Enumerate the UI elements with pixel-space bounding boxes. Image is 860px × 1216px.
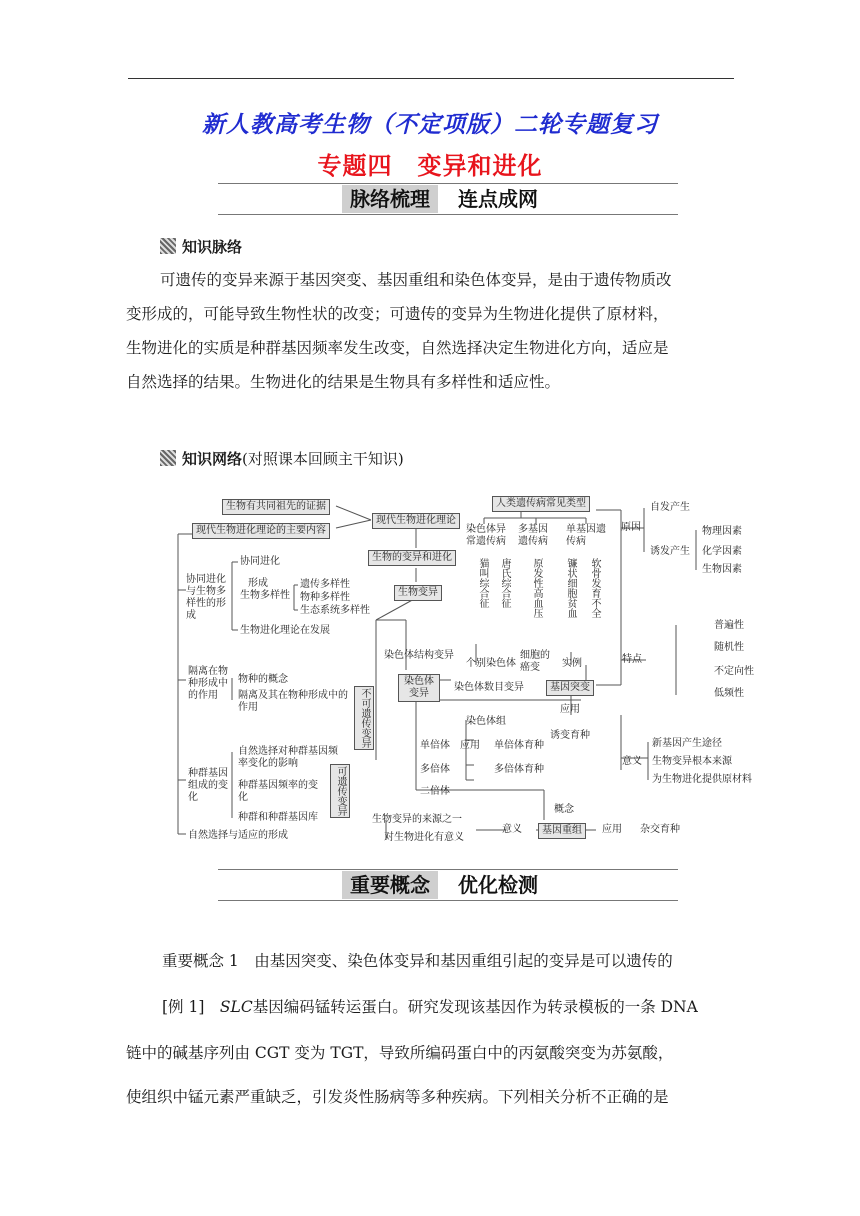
node-random: 随机性	[714, 642, 744, 653]
node-population-group: 种群基因组成的变化	[188, 768, 228, 803]
node-selection-freq: 自然选择对种群基因频率变化的影响	[238, 746, 338, 769]
node-example: 实例	[562, 658, 582, 669]
node-meaning2: 意义	[502, 824, 522, 835]
node-hybrid: 杂交育种	[640, 824, 680, 835]
node-chrom-set: 染色体组	[466, 716, 506, 727]
node-diploid: 二倍体	[420, 786, 450, 797]
node-low-freq: 低频性	[714, 688, 744, 699]
node-theory-dev: 生物进化理论在发展	[240, 625, 330, 636]
node-coevolution-group: 协同进化与生物多样性的形成	[186, 574, 226, 621]
intro-paragraph	[126, 263, 736, 399]
example-line-3: 使组织中锰元素严重缺乏，引发炎性肠病等多种疾病。下列相关分析不正确的是	[126, 1088, 669, 1106]
node-genetic-div: 遗传多样性	[300, 579, 350, 590]
node-var-source: 生物变异的来源之一	[372, 814, 462, 825]
node-hypertension: 原发性高血压	[531, 558, 542, 618]
intro-line: 可遗传的变异来源于基因突变、基因重组和染色体变异，是由于遗传物质改	[160, 271, 672, 289]
node-traits: 特点	[622, 654, 642, 665]
example-line	[162, 990, 740, 1024]
gene-name: SLC	[219, 998, 253, 1016]
node-application: 应用	[560, 704, 580, 715]
node-polyploid: 多倍体	[420, 764, 450, 775]
node-down: 唐氏综合征	[499, 558, 510, 608]
node-apply: 应用	[460, 740, 480, 751]
node-chrom-var: 染色体变异	[398, 674, 440, 702]
node-disease-types: 人类遗传病常见类型	[492, 496, 590, 512]
node-variation-evolution: 生物的变异和进化	[368, 550, 456, 566]
node-eco-div: 生态系统多样性	[300, 605, 370, 616]
node-form: 形成	[248, 578, 268, 589]
node-new-gene: 新基因产生途径	[652, 738, 722, 749]
node-sickle: 镰状细胞贫血	[565, 558, 576, 618]
knowledge-network-diagram	[176, 490, 766, 845]
example-text: 基因编码锰转运蛋白。研究发现该基因作为转录模板的一条 DNA	[252, 998, 698, 1016]
intro-line: 变形成的，可能导致生物性状的改变；可遗传的变异为生物进化提供了原材料，	[126, 305, 669, 323]
node-meaning: 意义	[622, 756, 642, 767]
doc-title: 新人教高考生物（不定项版）二轮专题复习	[202, 111, 658, 138]
node-species-concept: 物种的概念	[238, 674, 288, 685]
example-tag: [例 1]	[162, 998, 205, 1016]
band1-part2: 连点成网	[458, 187, 538, 211]
node-polyploid-breeding: 多倍体育种	[494, 764, 544, 775]
node-cat-cry: 猫叫综合征	[477, 558, 488, 608]
node-variation: 生物变异	[394, 585, 442, 601]
node-cancer: 细胞的癌变	[520, 650, 550, 673]
node-evidence: 生物有共同祖先的证据	[222, 499, 330, 515]
top-rule	[128, 78, 734, 79]
section-band-2	[218, 869, 678, 901]
node-raw-material: 为生物进化提供原材料	[652, 774, 752, 785]
node-non-heritable: 不可遗传变异	[354, 686, 374, 750]
node-modern-theory: 现代生物进化理论	[372, 513, 460, 529]
section-icon	[160, 450, 176, 466]
node-chrom-number: 染色体数目变异	[454, 682, 524, 693]
node-cause: 原因	[621, 522, 641, 533]
section-knowledge-network: 知识网络(对照课本回顾主干知识)	[160, 448, 404, 469]
node-concept: 概念	[554, 804, 574, 815]
node-coevolution: 协同进化	[240, 556, 280, 567]
example-line-2: 链中的碱基序列由 CGT 变为 TGT，导致所编码蛋白中的丙氨酸突变为苏氨酸，	[126, 1044, 674, 1062]
node-achondro: 软骨发育不全	[589, 558, 600, 618]
section-band-1	[218, 183, 678, 215]
band1-part1: 脉络梳理	[342, 185, 438, 213]
node-theory-main: 现代生物进化理论的主要内容	[192, 523, 330, 539]
node-single-gene: 单基因遗传病	[566, 524, 606, 547]
node-chrom-disease: 染色体异常遗传病	[466, 524, 506, 547]
node-haploid-breeding: 单倍体育种	[494, 740, 544, 751]
node-evo-meaning: 对生物进化有意义	[384, 832, 464, 843]
node-undirected: 不定向性	[714, 666, 754, 677]
band2-part1: 重要概念	[342, 871, 438, 899]
node-apply2: 应用	[602, 824, 622, 835]
section-icon	[160, 238, 176, 254]
node-induced-breeding: 诱变育种	[550, 730, 590, 741]
section-note: (对照课本回顾主干知识)	[242, 450, 404, 468]
node-spontaneous: 自发产生	[650, 502, 690, 513]
node-freq-change: 种群基因频率的变化	[238, 780, 318, 803]
node-isolation-group: 隔离在物种形成中的作用	[188, 666, 228, 701]
node-haploid: 单倍体	[420, 740, 450, 751]
node-gene-pool: 种群和种群基因库	[238, 812, 318, 823]
intro-line: 自然选择的结果。生物进化的结果是生物具有多样性和适应性。	[126, 373, 561, 391]
node-recombination: 基因重组	[538, 823, 586, 839]
node-universal: 普遍性	[714, 620, 744, 631]
node-fundamental: 生物变异根本来源	[652, 756, 732, 767]
node-individual-chrom: 个别染色体	[466, 658, 516, 669]
node-mutation: 基因突变	[546, 680, 594, 696]
doc-subtitle: 专题四 变异和进化	[317, 151, 543, 180]
node-chemical: 化学因素	[702, 546, 742, 557]
node-induced: 诱发产生	[650, 546, 690, 557]
concept-line: 重要概念 1 由基因突变、染色体变异和基因重组引起的变异是可以遗传的	[162, 952, 673, 970]
node-adaptation: 自然选择与适应的形成	[188, 830, 288, 841]
band2-part2: 优化检测	[458, 873, 538, 897]
node-species-div: 物种多样性	[300, 592, 350, 603]
node-chrom-struct: 染色体结构变异	[384, 650, 454, 661]
intro-line: 生物进化的实质是种群基因频率发生改变，自然选择决定生物进化方向，适应是	[126, 339, 669, 357]
node-physical: 物理因素	[702, 526, 742, 537]
node-biodiversity: 生物多样性	[240, 590, 290, 601]
node-isolation-role: 隔离及其在物种形成中的作用	[238, 690, 348, 713]
section-knowledge-outline: 知识脉络	[160, 236, 242, 257]
node-biological: 生物因素	[702, 564, 742, 575]
node-heritable: 可遗传变异	[330, 764, 350, 818]
node-multi-gene: 多基因遗传病	[518, 524, 548, 547]
